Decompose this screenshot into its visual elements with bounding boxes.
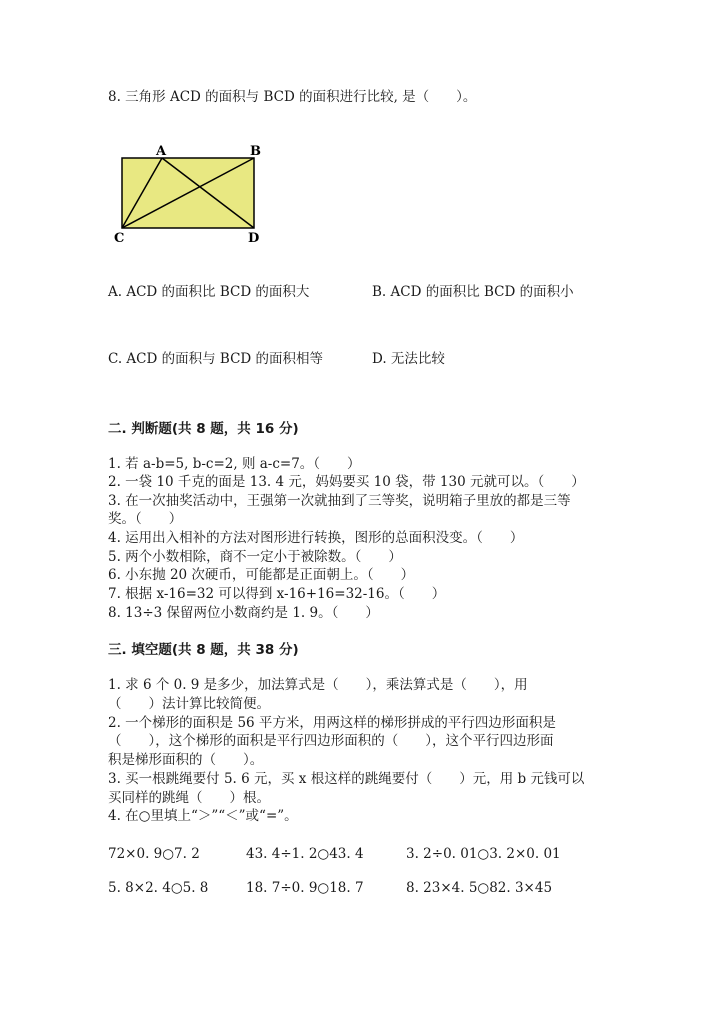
compare-r2-c3: 8. 23×4. 5○82. 3×45 <box>406 880 553 896</box>
judge-item-7: 7. 根据 x-16=32 可以得到 x-16+16=32-16。（ ） <box>108 586 446 602</box>
rectangle-triangle-figure <box>110 140 270 250</box>
compare-r1-c3: 3. 2÷0. 01○3. 2×0. 01 <box>406 846 561 862</box>
fill-item-2-cont: （ ），这个梯形的面积是平行四边形面积的（ ），这个平行四边形面 <box>108 733 554 749</box>
question-8-text: 8. 三角形 ACD 的面积与 BCD 的面积进行比较, 是（ ）。 <box>108 89 477 105</box>
judge-item-3: 3. 在一次抽奖活动中，王强第一次就抽到了三等奖，说明箱子里放的都是三等 <box>108 493 571 509</box>
option-b: B. ACD 的面积比 BCD 的面积小 <box>372 284 574 300</box>
figure-label-c: C <box>114 231 125 246</box>
judge-item-1: 1. 若 a-b=5, b-c=2, 则 a-c=7。（ ） <box>108 456 361 472</box>
option-c: C. ACD 的面积与 BCD 的面积相等 <box>108 351 324 367</box>
figure-label-d: D <box>248 231 260 246</box>
compare-r2-c1: 5. 8×2. 4○5. 8 <box>108 880 209 896</box>
fill-item-1: 1. 求 6 个 0. 9 是多少，加法算式是（ ），乘法算式是（ ），用 <box>108 677 528 693</box>
section-2-title: 二. 判断题(共 8 题，共 16 分) <box>108 421 299 437</box>
judge-item-5: 5. 两个小数相除，商不一定小于被除数。（ ） <box>108 549 402 565</box>
fill-item-4: 4. 在○里填上“＞”“＜”或“=”。 <box>108 808 298 824</box>
judge-item-6: 6. 小东抛 20 次硬币，可能都是正面朝上。（ ） <box>108 567 415 583</box>
compare-r1-c2: 43. 4÷1. 2○43. 4 <box>246 846 364 862</box>
judge-item-3-cont: 奖。（ ） <box>108 511 183 527</box>
figure-label-b: B <box>250 144 261 159</box>
option-d: D. 无法比较 <box>372 351 445 367</box>
compare-r2-c2: 18. 7÷0. 9○18. 7 <box>246 880 364 896</box>
judge-item-8: 8. 13÷3 保留两位小数商约是 1. 9。（ ） <box>108 605 379 621</box>
section-3-title: 三. 填空题(共 8 题，共 38 分) <box>108 642 299 658</box>
fill-item-1-cont: （ ）法计算比较简便。 <box>108 696 270 712</box>
compare-r1-c1: 72×0. 9○7. 2 <box>108 846 200 862</box>
fill-item-3-cont: 买同样的跳绳（ ）根。 <box>108 790 270 806</box>
option-a: A. ACD 的面积比 BCD 的面积大 <box>108 284 310 300</box>
judge-item-4: 4. 运用出入相补的方法对图形进行转换，图形的总面积没变。（ ） <box>108 530 524 546</box>
fill-item-2: 2. 一个梯形的面积是 56 平方米，用两这样的梯形拼成的平行四边形面积是 <box>108 715 556 731</box>
fill-item-3: 3. 买一根跳绳要付 5. 6 元，买 x 根这样的跳绳要付（ ）元，用 b 元钱可以 <box>108 771 585 787</box>
fill-item-2-cont2: 积是梯形面积的（ ）。 <box>108 752 264 768</box>
figure-label-a: A <box>156 144 167 159</box>
judge-item-2: 2. 一袋 10 千克的面是 13. 4 元，妈妈要买 10 袋，带 130 元就可以。（ ） <box>108 474 585 490</box>
